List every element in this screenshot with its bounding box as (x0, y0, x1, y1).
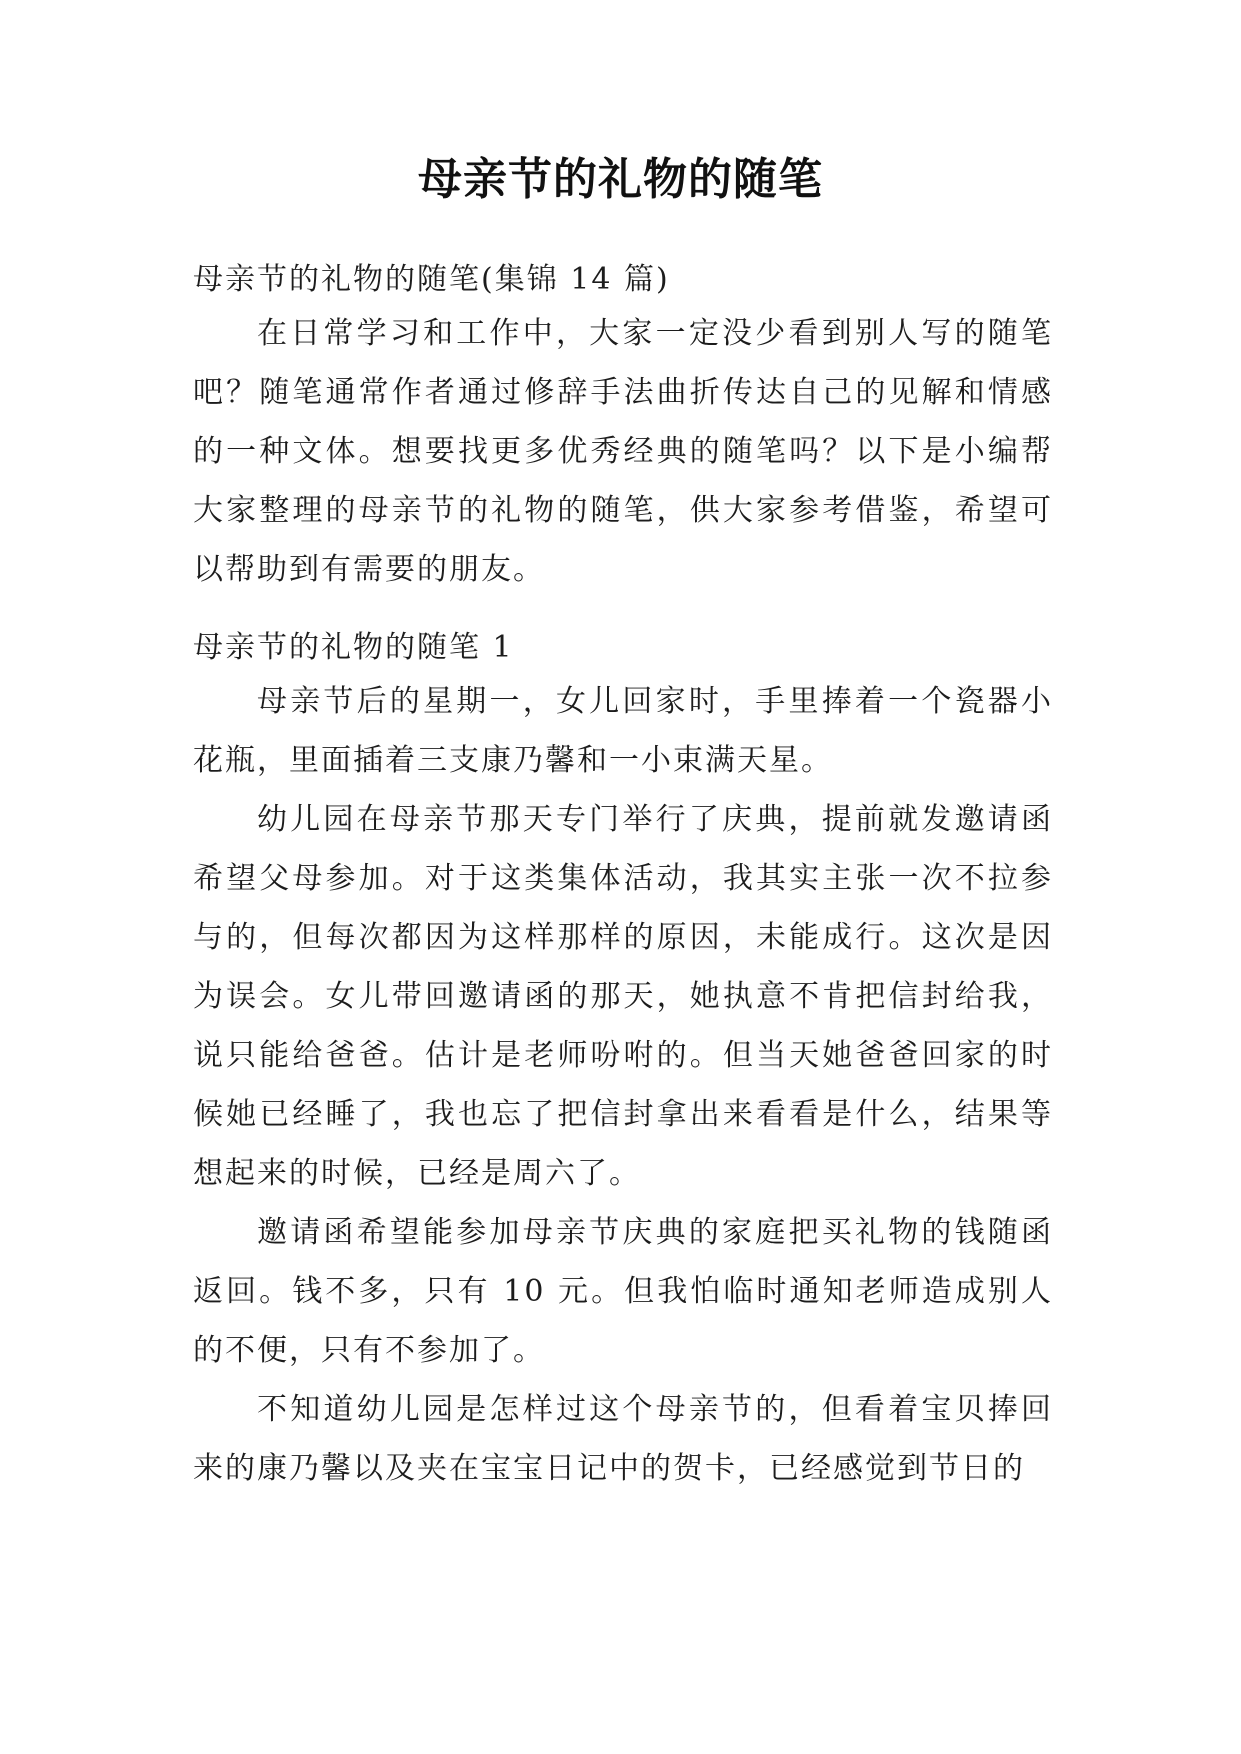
document-title: 母亲节的礼物的随笔 (418, 154, 823, 205)
section-body (193, 672, 1053, 1498)
body-paragraph-3: 邀请函希望能参加母亲节庆典的家庭把买礼物的钱随函返回。钱不多，只有 10 元。但我怕临时通知老师造成别人的不便，只有不参加了。 (193, 1215, 1053, 1368)
body-paragraph-1: 母亲节后的星期一，女儿回家时，手里捧着一个瓷器小花瓶，里面插着三支康乃馨和一小束满天星。 (193, 684, 1053, 778)
intro-block (193, 304, 1053, 599)
body-paragraph-4: 不知道幼儿园是怎样过这个母亲节的，但看着宝贝捧回来的康乃馨以及夹在宝宝日记中的贺卡，已经感觉到节日的 (193, 1392, 1053, 1486)
intro-paragraph: 在日常学习和工作中，大家一定没少看到别人写的随笔吧？随笔通常作者通过修辞手法曲折传达自己的见解和情感的一种文体。想要找更多优秀经典的随笔吗？以下是小编帮大家整理的母亲节的礼物的随笔，供大家参考借鉴，希望可以帮助到有需要的朋友。 (193, 316, 1053, 587)
body-paragraph-2: 幼儿园在母亲节那天专门举行了庆典，提前就发邀请函希望父母参加。对于这类集体活动，我其实主张一次不拉参与的，但每次都因为这样那样的原因，未能成行。这次是因为误会。女儿带回邀请函的那天，她执意不肯把信封给我，说只能给爸爸。估计是老师吩咐的。但当天她爸爸回家的时候她已经睡了，我也忘了把信封拿出来看看是什么，结果等想起来的时候，已经是周六了。 (193, 802, 1053, 1191)
document-subtitle: 母亲节的礼物的随笔(集锦 14 篇) (193, 262, 670, 297)
section-heading: 母亲节的礼物的随笔 1 (193, 630, 514, 665)
